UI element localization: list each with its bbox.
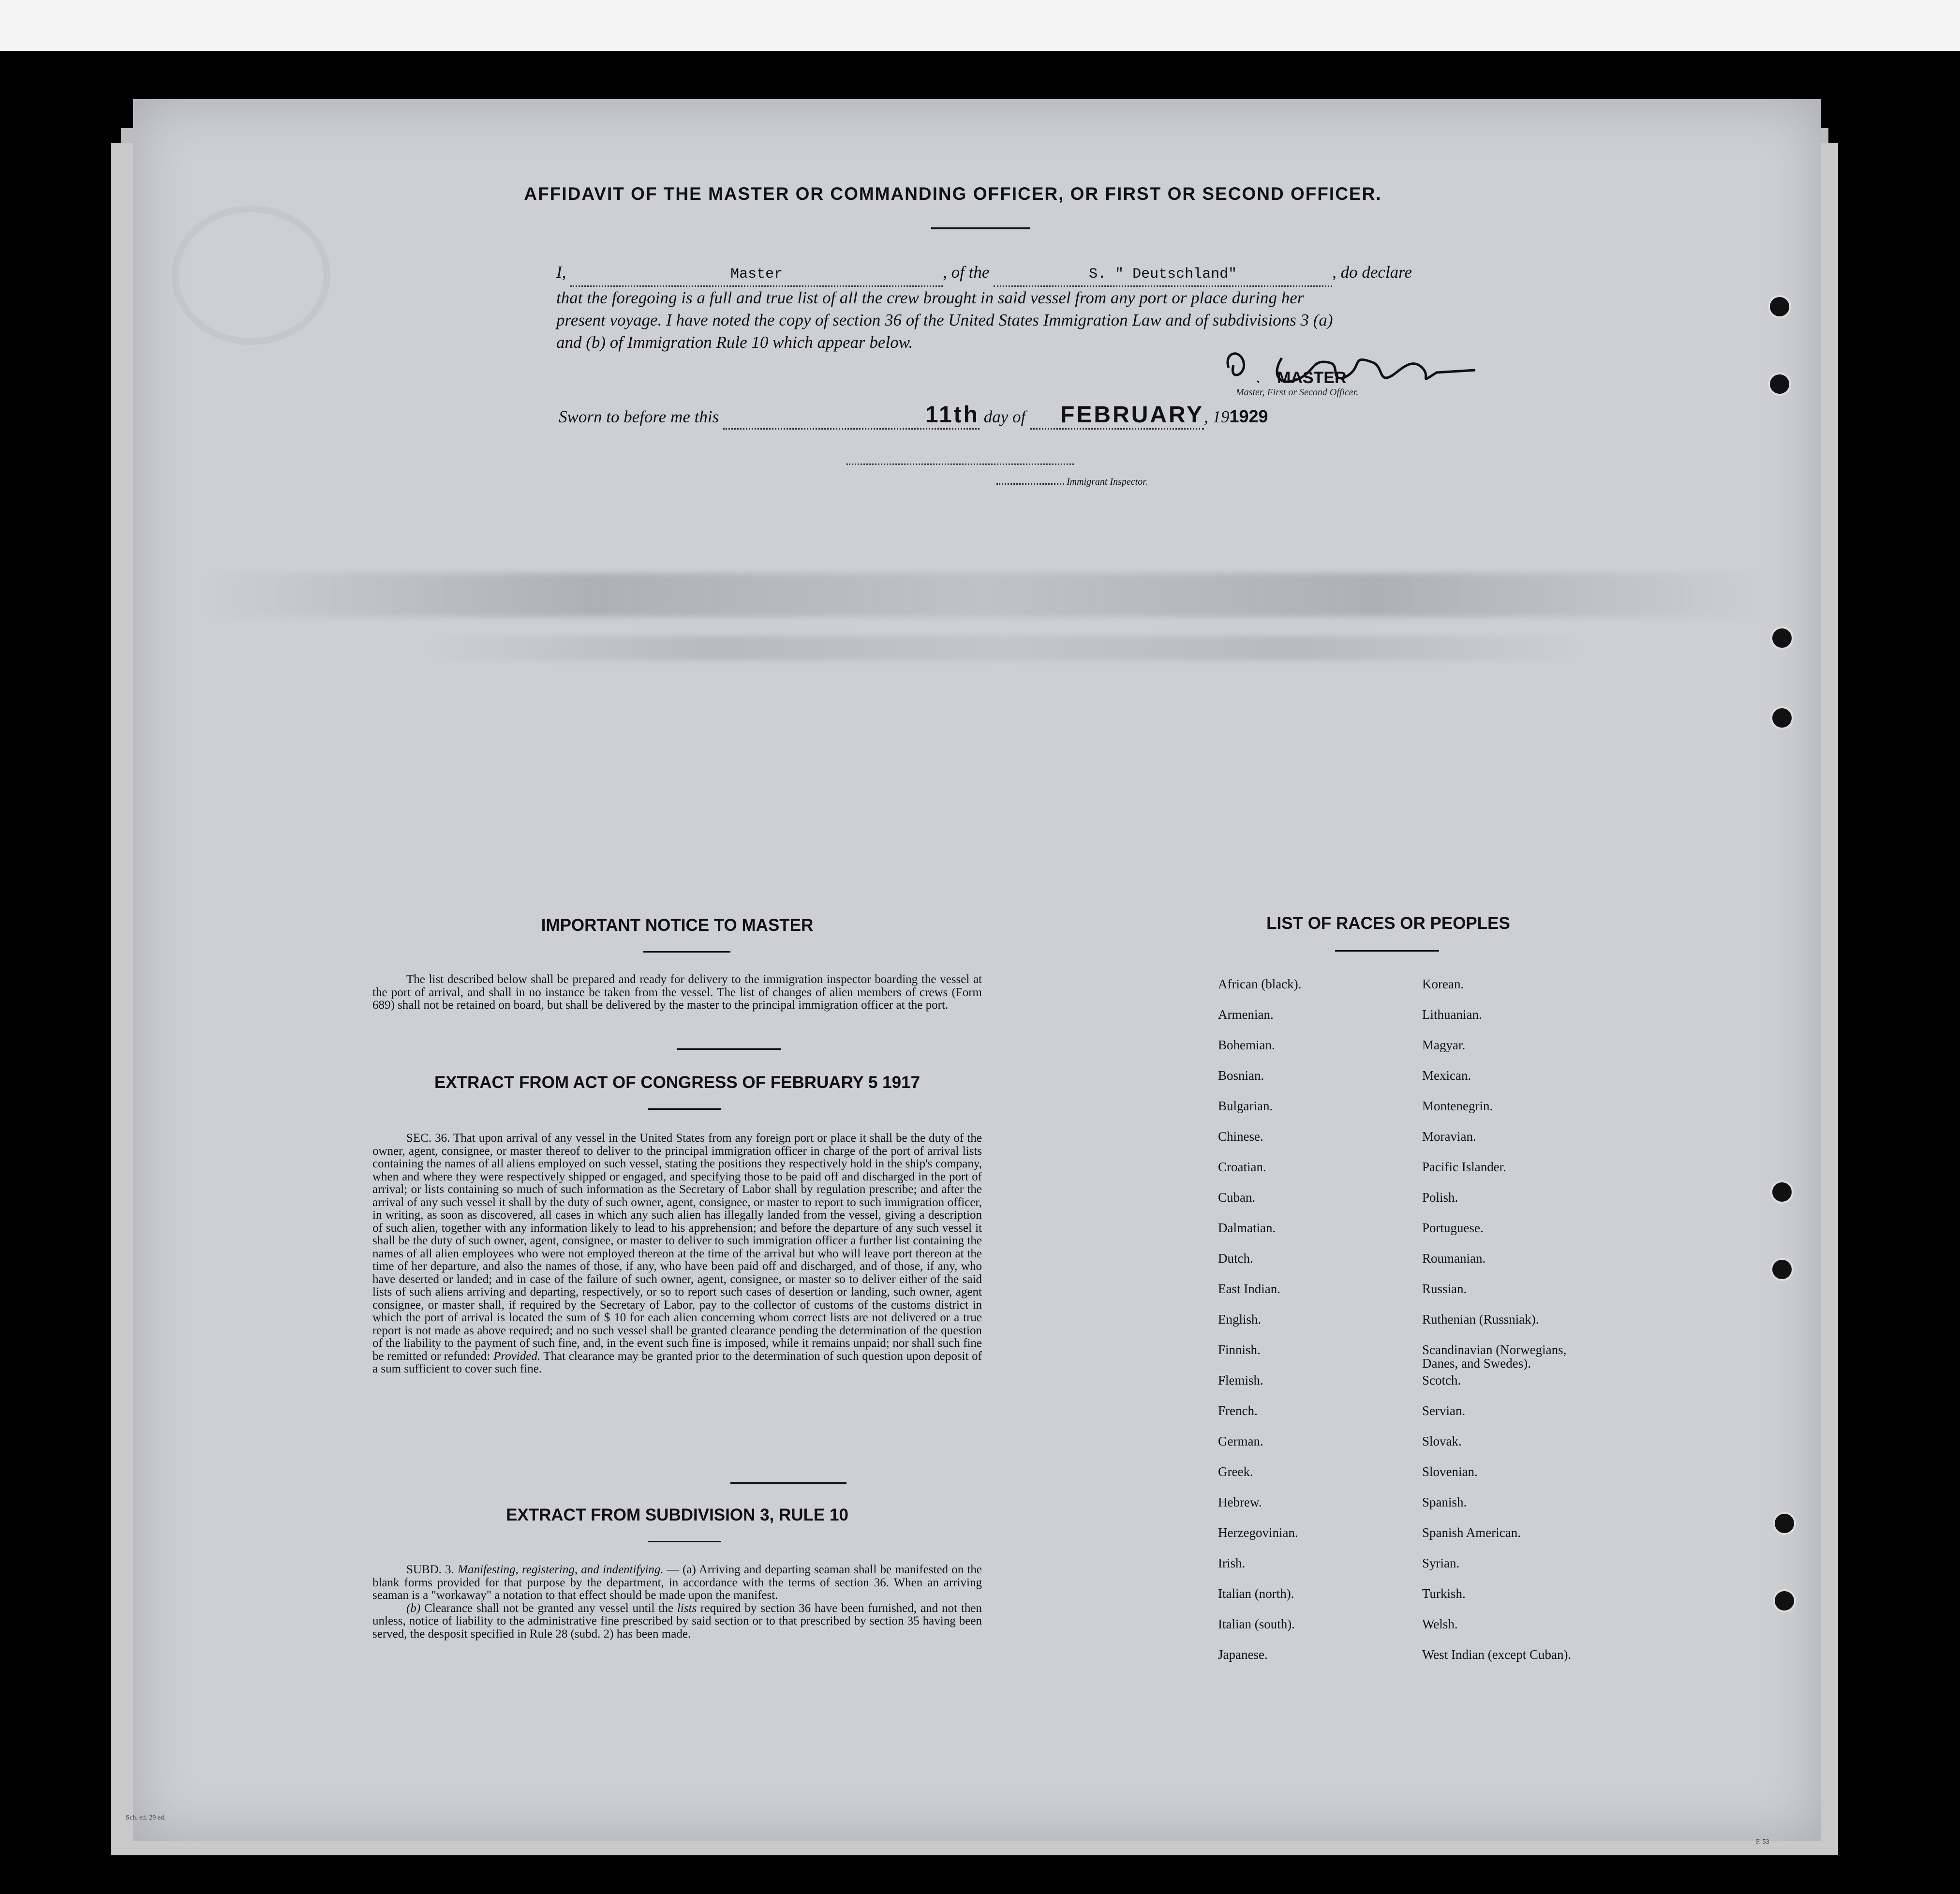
of-the-label: , of the — [943, 263, 990, 282]
inspector-line — [996, 477, 1148, 488]
title-underline — [931, 227, 1030, 229]
act-text — [372, 1132, 982, 1376]
race-item: Russian. — [1422, 1282, 1467, 1296]
punch-hole-icon — [1770, 626, 1794, 650]
race-item: Armenian. — [1218, 1007, 1274, 1022]
inspector-label: Immigrant Inspector. — [1067, 477, 1148, 487]
race-item: Dutch. — [1218, 1251, 1253, 1266]
race-item: Croatian. — [1218, 1160, 1266, 1174]
sworn-prefix: Sworn to before me this — [559, 407, 719, 426]
footer-left-stamp: Sch. ed. 29 ed. — [126, 1814, 166, 1821]
act-provided: Provided. — [493, 1349, 541, 1363]
act-text-a: SEC. 36. That upon arrival of any vessel in the United States from any foreign port or place it shall be the duty of the owner, agent, consignee, or master thereof to deliver to the principal immigration officer in charge of the port of arrival lists containing the names of all aliens employed on such vessel, stating the positions they respectively hold in the ship's company, when and where they were respectively shipped or engaged, and specifying those to be paid off and discharged in the port of arrival; or lists containing so much of such information as the Secretary of Labor shall by regulation prescribe; and after the arrival of any such vessel it shall by the duty of such owner, agent, consignee, or master to report to such immigration officer, in writing, as soon as discovered, all cases in which any such alien has illegally landed from the vessel, giving a description of such alien, together with any information likely to lead to his apprehension; and before the departure of any such vessel it shall be the duty of such owner, agent, consignee, or master to deliver to such immigration officer a further list containing the names of all alien employees who were not employed thereon at the time of the arrival but who will leave port thereon at the time of her departure, and also the names of those, if any, who have been paid off and discharged, and of those, if any, who have deserted or landed; and in case of the failure of such owner, agent, consignee, or master so to deliver either of the said lists of such aliens arriving and departing, respectively, or so to report such cases of desertion or landing, such owner, agent consignee, or master shall, if required by the Secretary of Labor, pay to the collector of customs of the customs district in which the port of arrival is located the sum of $ 10 for each alien concerning whom correct lists are not delivered or a true report is not made as above required; and no such vessel shall be granted clearance pending the determination of the question of the liability to the payment of such fine, and, in the event such fine is imposed, while it remains unpaid; nor shall such fine be remitted or refunded: — [372, 1132, 982, 1363]
sworn-line — [559, 402, 1381, 430]
day-field — [723, 402, 980, 430]
notice-heading: IMPORTANT NOTICE TO MASTER — [541, 916, 814, 935]
subd-b-text-1: Clearance shall not be granted any vessel until the — [424, 1601, 673, 1615]
punch-hole-icon — [1768, 295, 1791, 318]
master-stamp: MASTER — [1277, 369, 1347, 387]
subd-label: SUBD. 3. — [406, 1563, 454, 1576]
race-item: Korean. — [1422, 977, 1464, 991]
do-declare-label: , do declare — [1332, 263, 1412, 282]
notice-rule — [643, 951, 730, 953]
notice-text: The list described below shall be prepared and ready for delivery to the immigration inspector boarding the vessel at the port of arrival, and shall in no instance be taken from the vessel. The list of changes of alien members of crews (Form 689) shall not be retained on board, but shall be delivered by the master to the principal immigration officer at the port. — [372, 973, 982, 1012]
subd-a-text: — (a) Arriving and departing seaman shall be manifested on the blank forms provided for that purpose by the department, in accordance with the terms of section 36. When an arriving seaman is a "workaway" a notation to that effect should be made upon the manifest. — [372, 1563, 982, 1602]
rule-subd-a — [372, 1564, 982, 1602]
act-text-b: That clearance may be granted prior to the determination of such question upon deposit of a sum sufficient to cover such fine. — [372, 1349, 982, 1375]
race-item: Chinese. — [1218, 1129, 1263, 1144]
race-item: Japanese. — [1218, 1647, 1268, 1662]
race-item: Pacific Islander. — [1422, 1160, 1506, 1174]
subd-b-lists: lists — [677, 1601, 697, 1615]
race-item: Ruthenian (Russniak). — [1422, 1312, 1539, 1327]
race-item: Servian. — [1422, 1403, 1466, 1418]
races-column-1 — [1218, 977, 1301, 1678]
race-item: Herzegovinian. — [1218, 1525, 1298, 1540]
rule-text — [372, 1564, 982, 1640]
race-item: Mexican. — [1422, 1068, 1471, 1083]
inspector-signature-line — [846, 463, 1074, 465]
race-item: Bulgarian. — [1218, 1099, 1273, 1113]
race-item: Magyar. — [1422, 1038, 1466, 1052]
i-label: I, — [556, 263, 566, 282]
race-item: Slovenian. — [1422, 1464, 1478, 1479]
race-item: Greek. — [1218, 1464, 1253, 1479]
year-value: 1929 — [1229, 406, 1268, 426]
race-item: Scandinavian (Norwegians, Danes, and Swedes). — [1422, 1342, 1567, 1371]
scanner-top-margin — [0, 0, 1960, 51]
race-item: Italian (north). — [1218, 1586, 1294, 1601]
subd-b-text-2: required by section 36 have been furnished, and not then unless, notice of liability to the administrative fine prescribed by said section or to that prescribed by section 35 having been served, the desposit specified in Rule 28 (subd. 2) has been made. — [372, 1601, 982, 1640]
races-rule — [1335, 950, 1439, 952]
vessel-field — [994, 263, 1332, 287]
race-item: French. — [1218, 1403, 1258, 1418]
bleed-through-text — [201, 573, 1768, 617]
punch-hole-icon — [1770, 1180, 1794, 1204]
race-item: Hebrew. — [1218, 1495, 1262, 1509]
act-heading: EXTRACT FROM ACT OF CONGRESS OF FEBRUARY 5 1917 — [434, 1073, 921, 1092]
punch-hole-icon — [1773, 1512, 1796, 1535]
embossed-seal — [172, 206, 330, 345]
race-item: Syrian. — [1422, 1556, 1460, 1570]
race-item: Spanish American. — [1422, 1525, 1521, 1540]
race-item: African (black). — [1218, 977, 1302, 991]
race-item: West Indian (except Cuban). — [1422, 1647, 1572, 1662]
declaration-line-1 — [556, 261, 1456, 287]
rule-heading: EXTRACT FROM SUBDIVISION 3, RULE 10 — [506, 1506, 848, 1524]
declaration-line-3: present voyage. I have noted the copy of section 36 of the United States Immigration Law and of subdivisions 3 (a) — [556, 311, 1333, 329]
punch-hole-icon — [1773, 1589, 1796, 1612]
vessel-name: " Deutschland" — [1115, 266, 1237, 283]
race-item: Irish. — [1218, 1556, 1246, 1570]
punch-hole-icon — [1768, 373, 1791, 396]
act-end-rule — [730, 1482, 846, 1484]
subd-b-label: (b) — [406, 1601, 421, 1615]
race-item: Turkish. — [1422, 1586, 1466, 1601]
punch-hole-icon — [1770, 1258, 1794, 1281]
race-item: Slovak. — [1422, 1434, 1462, 1448]
race-item: Polish. — [1422, 1190, 1458, 1205]
race-item: Spanish. — [1422, 1495, 1467, 1509]
race-item: Bohemian. — [1218, 1038, 1275, 1052]
affidavit-title: AFFIDAVIT OF THE MASTER OR COMMANDING OFFICER, OR FIRST OR SECOND OFFICER. — [524, 184, 1382, 204]
race-item: English. — [1218, 1312, 1262, 1327]
races-heading: LIST OF RACES OR PEOPLES — [1266, 914, 1510, 933]
month-field — [1030, 402, 1204, 430]
vessel-prefix: S. — [1089, 266, 1107, 283]
race-item: East Indian. — [1218, 1282, 1280, 1296]
race-item: Welsh. — [1422, 1617, 1458, 1631]
race-item: German. — [1218, 1434, 1263, 1448]
race-item: Italian (south). — [1218, 1617, 1295, 1631]
race-item: Scotch. — [1422, 1373, 1461, 1387]
punch-hole-icon — [1770, 706, 1794, 730]
rule-rule — [648, 1541, 721, 1542]
day-value: 11th — [925, 402, 980, 428]
race-item: Moravian. — [1422, 1129, 1476, 1144]
act-rule — [648, 1108, 721, 1110]
bleed-through-text-2 — [423, 636, 1584, 660]
signer-label: Master, First or Second Officer. — [1236, 387, 1359, 398]
footer-right-stamp: F. 53 — [1756, 1838, 1769, 1846]
race-item: Montenegrin. — [1422, 1099, 1493, 1113]
declaration-line-4: and (b) of Immigration Rule 10 which appear below. — [556, 333, 913, 352]
race-item: Cuban. — [1218, 1190, 1256, 1205]
race-item: Roumanian. — [1422, 1251, 1486, 1266]
subd-italic: Manifesting, registering, and indentifying. — [458, 1563, 664, 1576]
notice-end-rule — [677, 1048, 781, 1050]
race-item: Lithuanian. — [1422, 1007, 1482, 1022]
races-column-2 — [1422, 977, 1571, 1678]
race-item: Finnish. — [1218, 1342, 1261, 1357]
year-prefix: , 19 — [1203, 407, 1230, 426]
officer-field: Master — [570, 263, 943, 287]
declaration-line-2: that the foregoing is a full and true list of all the crew brought in said vessel from any port or place during her — [556, 288, 1304, 307]
race-item: Bosnian. — [1218, 1068, 1264, 1083]
day-of-label: day of — [983, 407, 1026, 426]
month-value: FEBRUARY — [1060, 402, 1204, 428]
rule-subd-b — [372, 1602, 982, 1641]
race-item: Flemish. — [1218, 1373, 1263, 1387]
race-item: Dalmatian. — [1218, 1221, 1276, 1235]
race-item: Portuguese. — [1422, 1221, 1484, 1235]
inspector-dots — [996, 483, 1064, 485]
